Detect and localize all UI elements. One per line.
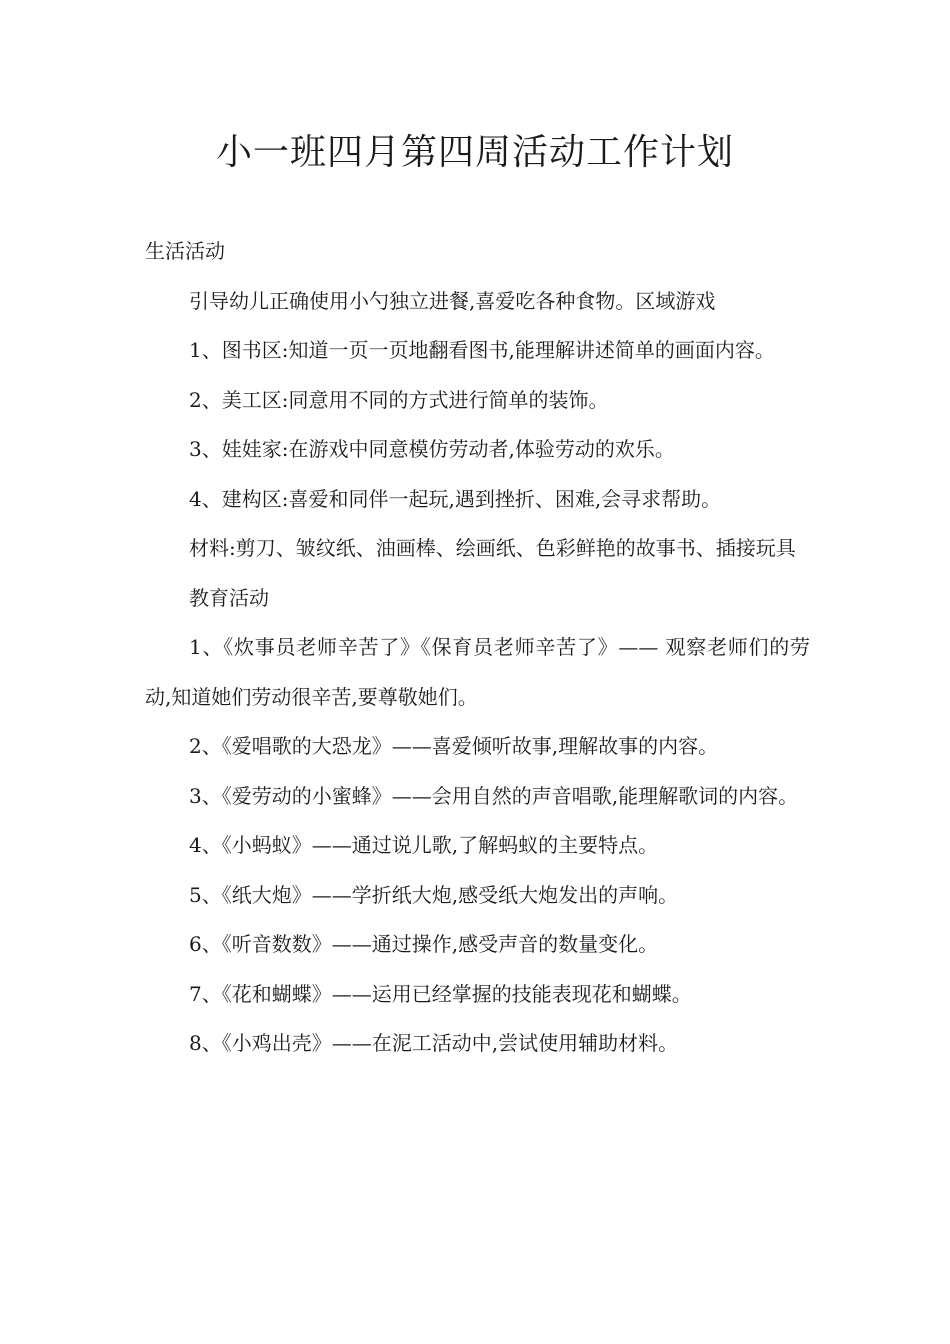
list-item-education-6: 6、《听音数数》——通过操作,感受声音的数量变化。 <box>189 932 659 956</box>
list-item-education-5: 5、《纸大炮》——学折纸大炮,感受纸大炮发出的声响。 <box>189 882 679 907</box>
paragraph-materials: 材料:剪刀、皱纹纸、油画棒、绘画纸、色彩鲜艳的故事书、插接玩具 <box>189 536 796 560</box>
document-title: 小一班四月第四周活动工作计划 <box>215 132 734 173</box>
list-item-education-2: 2、《爱唱歌的大恐龙》——喜爱倾听故事,理解故事的内容。 <box>189 734 719 758</box>
list-item-doll-house: 3、娃娃家:在游戏中同意模仿劳动者,体验劳动的欢乐。 <box>189 437 675 461</box>
list-item-education-8: 8、《小鸡出壳》——在泥工活动中,尝试使用辅助材料。 <box>189 1031 679 1055</box>
list-item-education-4: 4、《小蚂蚁》——通过说儿歌,了解蚂蚁的主要特点。 <box>189 833 659 857</box>
list-item-book-area: 1、图书区:知道一页一页地翻看图书,能理解讲述简单的画面内容。 <box>189 338 775 362</box>
list-item-art-area: 2、美工区:同意用不同的方式进行简单的装饰。 <box>189 387 609 412</box>
document-body <box>145 227 810 1069</box>
list-item-education-7: 7、《花和蝴蝶》——运用已经掌握的技能表现花和蝴蝶。 <box>189 981 692 1006</box>
section-heading-education-activities: 教育活动 <box>189 585 269 610</box>
list-item-education-3: 3、《爱劳动的小蜜蜂》——会用自然的声音唱歌,能理解歌词的内容。 <box>189 783 799 808</box>
paragraph-life-guidance: 引导幼儿正确使用小勺独立进餐,喜爱吃各种食物。区域游戏 <box>189 288 716 313</box>
section-heading-life-activities: 生活活动 <box>145 239 225 263</box>
list-item-education-1: 1、《炊事员老师辛苦了》《保育员老师辛苦了》—— 观察老师们的劳动,知道她们劳动很辛苦,要尊敬她们。 <box>145 635 810 709</box>
list-item-construction-area: 4、建构区:喜爱和同伴一起玩,遇到挫折、困难,会寻求帮助。 <box>189 486 722 511</box>
